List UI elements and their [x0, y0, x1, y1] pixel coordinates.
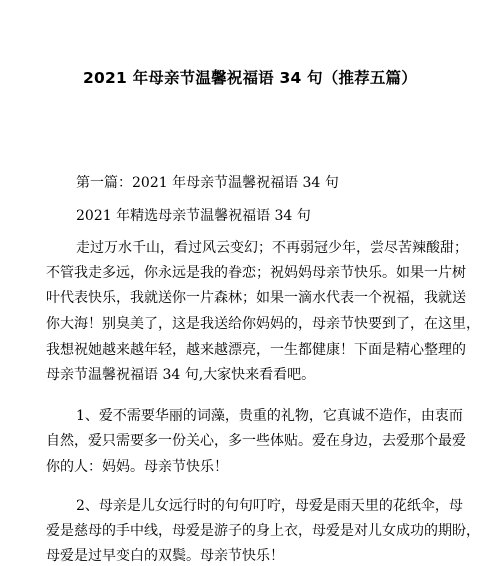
paragraph-line: 不管我走多远，你永远是我的眷恋；祝妈妈母亲节快乐。如果一片树 — [46, 265, 466, 281]
paragraph-line: 母亲节温馨祝福语 34 句,大家快来看看吧。 — [46, 367, 316, 383]
paragraph-line: 叶代表快乐，我就送你一片森林；如果一滴水代表一个祝福，我就送 — [46, 290, 466, 306]
paragraph-line: 母爱是过早变白的双鬓。母亲节快乐！ — [46, 548, 284, 564]
paragraph-line: 我想祝她越来越年轻，越来越漂亮，一生都健康！下面是精心整理的 — [46, 342, 466, 358]
subheading: 2021 年精选母亲节温馨祝福语 34 句 — [76, 208, 311, 224]
paragraph-line: 自然，爱只需要多一份关心，多一些体贴。爱在身边，去爱那个最爱 — [46, 433, 466, 449]
paragraph-line: 你的人：妈妈。母亲节快乐！ — [46, 459, 228, 475]
paragraph-line: 2、母亲是儿女远行时的句句叮咛，母爱是雨天里的花纸伞，母 — [76, 498, 463, 514]
paragraph-line: 你大海！别臭美了，这是我送给你妈妈的，母亲节快要到了，在这里， — [46, 316, 480, 332]
paragraph-line: 爱是慈母的手中线，母爱是游子的身上衣，母爱是对儿女成功的期盼， — [46, 523, 480, 539]
section-heading: 第一篇：2021 年母亲节温馨祝福语 34 句 — [76, 175, 339, 191]
paragraph-line: 1、爱不需要华丽的词藻，贵重的礼物，它真诚不造作，由衷而 — [76, 408, 463, 424]
document-title: 2021 年母亲节温馨祝福语 34 句（推荐五篇） — [83, 69, 417, 87]
paragraph-line: 走过万水千山，看过风云变幻；不再弱冠少年，尝尽苦辣酸甜； — [76, 240, 468, 256]
